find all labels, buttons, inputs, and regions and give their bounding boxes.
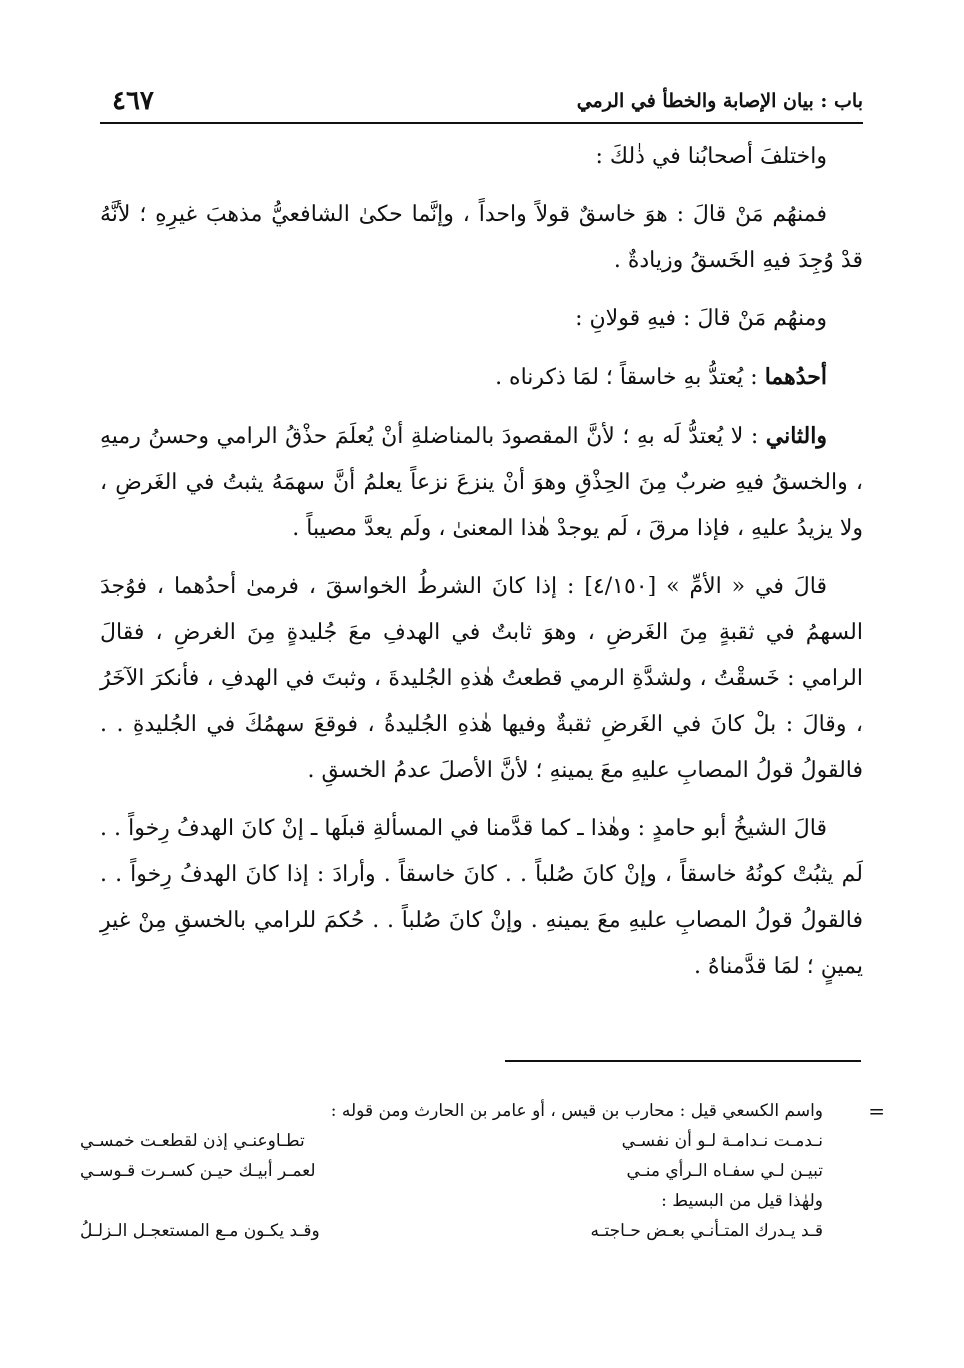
- header-divider: [100, 122, 863, 124]
- verse-first-hemistich: قـد يـدرك المتـأنـي بعـض حـاجتـه: [590, 1221, 823, 1241]
- first-opinion-label: أحدُهما: [764, 364, 827, 390]
- verse-line: [80, 1126, 823, 1156]
- paragraph-6: قالَ في « الأمِّ » [٤/١٥٠] : إذا كانَ الشرطُ الخواسقَ ، فرمىٰ أحدُهما ، فوُجدَ السهمُ في ثقبةٍ مِنَ الغَرضِ ، وهوَ ثابتٌ في الهدفِ معَ جُليدةٍ مِنَ الغرضِ ، فقالَ الرامي : خَسقْتُ ، ولشدَّةِ الرمي قطعتُ هٰذهِ الجُليدةَ ، وثبتَ في الهدفِ ، فأنكرَ الآخَرُ ، وقالَ : بلْ كانَ في الغَرضِ ثقبةٌ وفيها هٰذهِ الجُليدةُ ، فوقعَ سهمُكَ في الجُليدةِ . . فالقولُ قولُ المصابِ عليهِ معَ يمينهِ ؛ لأنَّ الأصلَ عدمُ الخسقِ .: [100, 574, 863, 783]
- page-number: ٤٦٧: [112, 86, 154, 116]
- verse-second-hemistich: لعمـر أبيـك حيـن كسـرت قـوسـي: [80, 1161, 316, 1181]
- footnote-line: ولهٰذا قيل من البسيط :: [661, 1191, 823, 1211]
- footnote-divider: [505, 1060, 861, 1062]
- paragraph-3: ومنهُم مَنْ قالَ : فيهِ قولانِ :: [575, 306, 827, 331]
- footnotes: [80, 1096, 885, 1246]
- verse-second-hemistich: وقـد يكـون مـع المستعجـل الـزلـلُ: [80, 1221, 320, 1241]
- running-header: [100, 84, 863, 122]
- paragraph-1: واختلفَ أصحابُنا في ذٰلكَ :: [595, 144, 827, 169]
- verse-first-hemistich: نـدمـت نـدامـة لـو أن نفسـي: [621, 1131, 823, 1151]
- verse-line: [80, 1156, 823, 1186]
- paragraph-7: قالَ الشيخُ أبو حامدٍ : وهٰذا ـ كما قدَّمنا في المسألةِ قبلَها ـ إنْ كانَ الهدفُ رِخواً . . لَم يثبُتْ كونُهُ خاسقاً ، وإنْ كانَ صُلباً . . كانَ خاسقاً . وأرادَ : إذا كانَ الهدفُ رِخواً . . فالقولُ قولُ المصابِ عليهِ معَ يمينهِ . وإنْ كانَ صُلباً . . حُكمَ للرامي بالخسقِ مِنْ غيرِ يمينٍ ؛ لمَا قدَّمناهُ .: [100, 816, 863, 979]
- paragraph-4: [100, 354, 863, 401]
- verse-first-hemistich: تبيـن لـي سفـاه الـرأي منـي: [626, 1161, 823, 1181]
- verse-line: [80, 1216, 823, 1246]
- first-opinion-text: : يُعتدُّ بهِ خاسقاً ؛ لمَا ذكرناه .: [495, 365, 765, 390]
- chapter-title: باب : بيان الإصابة والخطأ في الرمي: [576, 90, 863, 112]
- main-text: [100, 134, 863, 990]
- footnote-continuation-marker: =: [868, 1099, 885, 1123]
- verse-second-hemistich: تطـاوعنـي إذن لقطعـت خمسـي: [80, 1131, 305, 1151]
- footnote-line: واسم الكسعي قيل : محارب بن قيس ، أو عامر بن الحارث ومن قوله :: [330, 1101, 823, 1121]
- second-opinion-label: والثاني: [765, 423, 827, 449]
- paragraph-2: فمنهُم مَنْ قالَ : هوَ خاسقٌ قولاً واحداً ، وإنَّما حكىٰ الشافعيُّ مذهبَ غيرِهِ ؛ لأنَّهُ قدْ وُجِدَ فيهِ الخَسقُ وزيادةٌ .: [100, 202, 863, 273]
- paragraph-5: [100, 413, 863, 552]
- second-opinion-text: : لا يُعتدُّ لَه بهِ ؛ لأنَّ المقصودَ بالمناضلةِ أنْ يُعلَمَ حذْقُ الرامي وحسنُ رميهِ ، والخسقُ فيهِ ضربٌ مِنَ الحِذْقِ وهوَ أنْ ينزعَ نزعاً يعلمُ أنَّ سهمَهُ يثبتُ في الغَرضِ ، ولا يزيدُ عليهِ ، فإذا مرقَ ، لَم يوجدْ هٰذا المعنىٰ ، ولَم يعدَّ مصيباً .: [100, 424, 863, 541]
